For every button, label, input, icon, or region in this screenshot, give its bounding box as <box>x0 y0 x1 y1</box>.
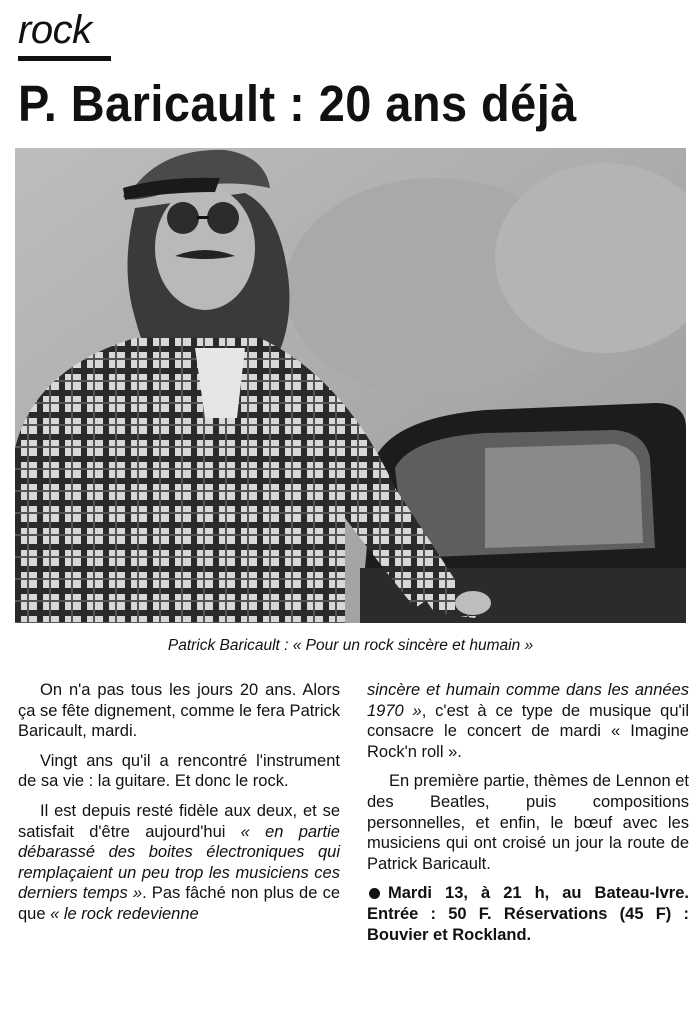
paragraph: On n'a pas tous les jours 20 ans. Alors ça se fête dignement, comme le fera Patrick Baricault, mardi. <box>18 681 340 741</box>
kicker-underline <box>18 56 111 61</box>
quote: « en partie débarassé des boites électroniques qui remplaçaient un peu trop les musiciens ces derniers temps » <box>18 822 340 903</box>
event-info <box>367 883 689 945</box>
paragraph <box>367 680 689 762</box>
paragraph: En première partie, thèmes de Lennon et des Beatles, puis compositions personnelles, et enfin, le bœuf avec les musiciens qui ont croisé un jour la route de Patrick Baricault. <box>367 772 689 873</box>
event-details: Mardi 13, à 21 h, au Bateau-Ivre. Entrée : 50 F. Réservations (45 F) : Bouvier et Rockland. <box>367 884 689 944</box>
headline: P. Baricault : 20 ans déjà <box>18 75 577 132</box>
paragraph: Vingt ans qu'il a rencontré l'instrument de sa vie : la guitare. Et donc le rock. <box>18 751 340 791</box>
quote: sincère et humain comme dans les années 1970 » <box>367 681 689 720</box>
column-left <box>18 680 340 934</box>
text: . Pas fâché non plus de ce que <box>18 884 341 923</box>
column-right <box>367 680 689 954</box>
article-photo <box>15 148 686 623</box>
photo-caption: Patrick Baricault : « Pour un rock sincère et humain » <box>167 637 534 654</box>
paragraph <box>18 801 340 925</box>
text: Il est depuis resté fidèle aux deux, et se satisfait d'être aujourd'hui <box>18 801 340 841</box>
bullet-icon <box>369 888 380 899</box>
text: , c'est à ce type de musique qu'il consacre le concert de mardi « Imagine Rock'n roll ». <box>367 701 689 761</box>
quote: « le rock redevienne <box>50 904 199 923</box>
section-kicker: rock <box>18 8 92 52</box>
photo-illustration <box>15 148 686 623</box>
